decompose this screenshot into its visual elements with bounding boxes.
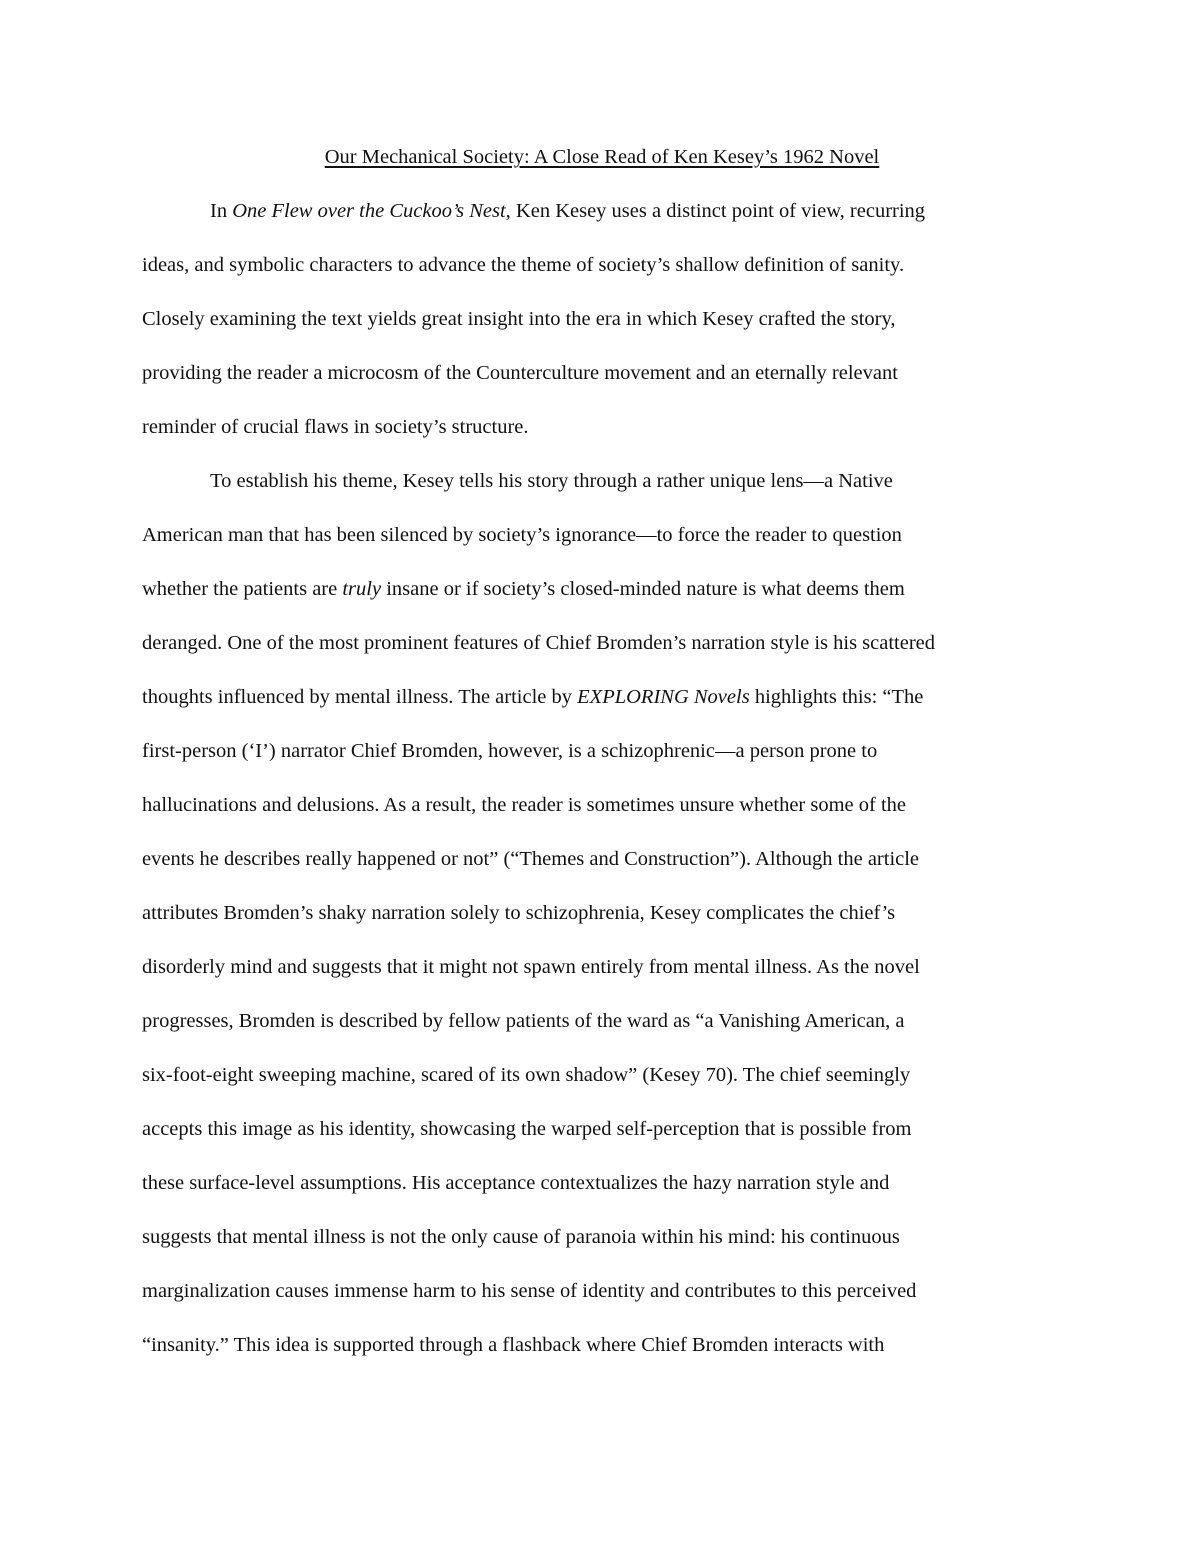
- document-body: [142, 130, 1062, 1372]
- paragraph-2-line-11: progresses, Bromden is described by fellow patients of the ward as “a Vanishing American, a: [142, 1010, 905, 1032]
- text-run: highlights this: “The: [749, 686, 924, 708]
- paragraph-2-line-14: these surface-level assumptions. His acceptance contextualizes the hazy narration style and: [142, 1172, 890, 1194]
- paragraph-1: [142, 184, 1062, 454]
- text-run: thoughts influenced by mental illness. The article by: [142, 686, 578, 708]
- paragraph-2-line-4: deranged. One of the most prominent features of Chief Bromden’s narration style is his scattered: [142, 632, 936, 654]
- paragraph-2-line-8: events he describes really happened or not” (“Themes and Construction”). Although the article: [142, 848, 920, 870]
- paragraph-1-line-5: reminder of crucial flaws in society’s structure.: [142, 416, 529, 438]
- paragraph-2-line-1: To establish his theme, Kesey tells his story through a rather unique lens—a Native: [210, 470, 893, 492]
- paragraph-2-line-3: [142, 562, 1062, 616]
- paragraph-2: [142, 454, 1062, 1372]
- paragraph-1-line-2: ideas, and symbolic characters to advance the theme of society’s shallow definition of sanity.: [142, 254, 905, 276]
- paragraph-2-line-10: disorderly mind and suggests that it might not spawn entirely from mental illness. As the novel: [142, 956, 920, 978]
- emphasis: truly: [342, 578, 382, 600]
- essay-title-text: Our Mechanical Society: A Close Read of Ken Kesey’s 1962 Novel: [324, 146, 880, 168]
- paragraph-2-line-5: [142, 670, 1062, 724]
- paragraph-2-line-12: six-foot-eight sweeping machine, scared of its own shadow” (Kesey 70). The chief seemingly: [142, 1064, 911, 1086]
- book-title: One Flew over the Cuckoo’s Nest: [232, 200, 506, 222]
- text-run: insane or if society’s closed-minded nature is what deems them: [381, 578, 905, 600]
- text-run: whether the patients are: [142, 578, 343, 600]
- paragraph-2-line-17: “insanity.” This idea is supported through a flashback where Chief Bromden interacts with: [142, 1334, 885, 1356]
- essay-title: [142, 130, 1062, 184]
- paragraph-2-line-13: accepts this image as his identity, showcasing the warped self-perception that is possible from: [142, 1118, 912, 1140]
- paragraph-1-line-1: [142, 184, 1062, 238]
- paragraph-2-line-6: first-person (‘I’) narrator Chief Bromden, however, is a schizophrenic—a person prone to: [142, 740, 878, 762]
- paragraph-2-line-16: marginalization causes immense harm to his sense of identity and contributes to this perceived: [142, 1280, 917, 1302]
- paragraph-2-line-15: suggests that mental illness is not the only cause of paranoia within his mind: his continuous: [142, 1226, 900, 1248]
- source-title: EXPLORING Novels: [577, 686, 750, 708]
- text-run: , Ken Kesey uses a distinct point of view, recurring: [505, 200, 926, 222]
- text-run: In: [210, 200, 233, 222]
- paragraph-2-line-2: American man that has been silenced by society’s ignorance—to force the reader to question: [142, 524, 902, 546]
- paragraph-1-line-3: Closely examining the text yields great insight into the era in which Kesey crafted the story,: [142, 308, 896, 330]
- paragraph-2-line-7: hallucinations and delusions. As a result, the reader is sometimes unsure whether some of the: [142, 794, 907, 816]
- paragraph-2-line-9: attributes Bromden’s shaky narration solely to schizophrenia, Kesey complicates the chief’s: [142, 902, 896, 924]
- paragraph-1-line-4: providing the reader a microcosm of the Counterculture movement and an eternally relevant: [142, 362, 898, 384]
